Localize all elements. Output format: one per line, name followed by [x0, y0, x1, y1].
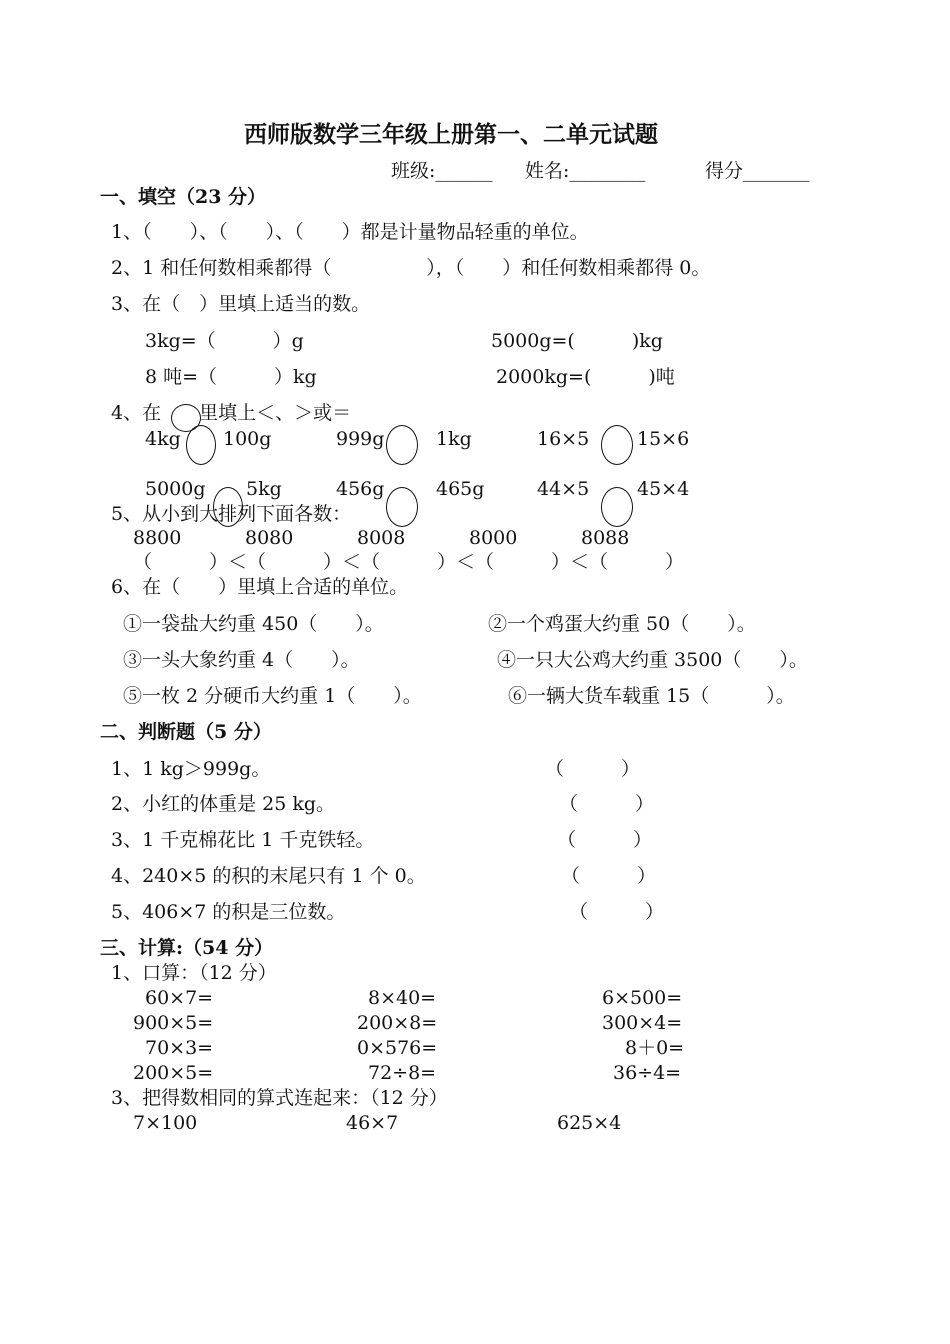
question-1-4: 4、在 里填上＜、＞或＝: [111, 402, 352, 424]
judge-3: 3、1 千克棉花比 1 千克铁轻。: [111, 829, 375, 851]
oral-4-1: 200×5=: [133, 1062, 214, 1084]
judge-5-paren: （ ）: [569, 901, 665, 923]
class-field: 班级:______: [391, 160, 493, 182]
q4-r1-4: 16×5: [537, 428, 590, 450]
judge-4-paren: （ ）: [561, 865, 657, 887]
section-1-heading: 一、填空（23 分）: [100, 186, 267, 208]
q4-r2-3: 465g: [436, 478, 485, 500]
q5-num-4: 8088: [581, 527, 630, 549]
match-expr-2: 46×7: [346, 1112, 399, 1134]
question-1-2: 2、1 和任何数相乘都得（ ），（ ）和任何数相乘都得 0。: [111, 257, 711, 279]
compare-circle-5[interactable]: [386, 487, 418, 527]
q5-num-0: 8800: [133, 527, 182, 549]
match-expr-1: 7×100: [133, 1112, 198, 1134]
judge-5: 5、406×7 的积是三位数。: [111, 901, 346, 923]
judge-2-paren: （ ）: [559, 793, 655, 815]
compare-circle-6[interactable]: [601, 487, 633, 527]
q4-r1-0: 4kg: [145, 428, 181, 450]
name-field: 姓名:________: [525, 160, 646, 182]
oral-2-2: 200×8=: [357, 1012, 438, 1034]
q6-item-5: ⑤一枚 2 分硬币大约重 1（ ）。: [123, 685, 422, 707]
oral-calc-title: 1、口算：（12 分）: [111, 962, 277, 984]
match-expr-3: 625×4: [557, 1112, 622, 1134]
q4-r1-5: 15×6: [637, 428, 690, 450]
matching-title: 3、把得数相同的算式连起来：（12 分）: [111, 1087, 448, 1109]
compare-circle-1[interactable]: [186, 425, 216, 465]
oral-4-3: 36÷4=: [613, 1062, 682, 1084]
judge-2: 2、小红的体重是 25 kg。: [111, 793, 336, 815]
judge-4: 4、240×5 的积的末尾只有 1 个 0。: [111, 865, 426, 887]
q4-r1-2: 999g: [336, 428, 385, 450]
q5-blanks: （ ）＜（ ）＜（ ）＜（ ）＜（ ）: [133, 551, 685, 573]
question-1-6: 6、在（ ）里填上合适的单位。: [111, 576, 409, 598]
oral-2-3: 300×4=: [602, 1012, 683, 1034]
question-1-3: 3、在（ ）里填上适当的数。: [111, 293, 371, 315]
question-1-3d: 2000kg=( )吨: [496, 366, 675, 388]
section-3-heading: 三、计算:（54 分）: [100, 937, 274, 959]
compare-circle-2[interactable]: [386, 425, 418, 465]
q6-item-2: ②一个鸡蛋大约重 50（ ）。: [488, 613, 756, 635]
q4-r1-3: 1kg: [436, 428, 472, 450]
q6-item-3: ③一头大象约重 4（ ）。: [123, 649, 360, 671]
judge-1: 1、1 kg＞999g。: [111, 758, 271, 780]
q4-r2-0: 5000g: [145, 478, 206, 500]
oral-3-3: 8＋0=: [625, 1037, 685, 1059]
q4-r2-5: 45×4: [637, 478, 690, 500]
q6-item-6: ⑥一辆大货车载重 15（ ）。: [508, 685, 795, 707]
oral-3-1: 70×3=: [145, 1037, 214, 1059]
oral-2-1: 900×5=: [133, 1012, 214, 1034]
page-title: 西师版数学三年级上册第一、二单元试题: [244, 121, 658, 148]
oral-1-3: 6×500=: [602, 987, 683, 1009]
oral-1-1: 60×7=: [145, 987, 214, 1009]
question-1-3b: 5000g=( )kg: [491, 330, 663, 352]
q6-item-4: ④一只大公鸡大约重 3500（ ）。: [497, 649, 808, 671]
compare-circle-3[interactable]: [601, 425, 633, 465]
question-1-1: 1、（ ）、（ ）、（ ）都是计量物品轻重的单位。: [111, 221, 589, 243]
judge-1-paren: （ ）: [545, 758, 641, 780]
question-1-3c: 8 吨=（ ）kg: [145, 366, 317, 388]
q4-r1-1: 100g: [223, 428, 272, 450]
q4-r2-1: 5kg: [246, 478, 282, 500]
oral-4-2: 72÷8=: [368, 1062, 437, 1084]
question-1-3a: 3kg=（ ）g: [145, 330, 304, 352]
oral-3-2: 0×576=: [357, 1037, 438, 1059]
score-field: 得分_______: [705, 160, 810, 182]
q6-item-1: ①一袋盐大约重 450（ ）。: [123, 613, 384, 635]
q5-num-2: 8008: [357, 527, 406, 549]
question-1-5: 5、从小到大排列下面各数：: [111, 503, 352, 525]
q4-r2-2: 456g: [336, 478, 385, 500]
judge-3-paren: （ ）: [557, 829, 653, 851]
oral-1-2: 8×40=: [368, 987, 437, 1009]
q5-num-1: 8080: [245, 527, 294, 549]
q4-r2-4: 44×5: [537, 478, 590, 500]
q5-num-3: 8000: [469, 527, 518, 549]
section-2-heading: 二、判断题（5 分）: [100, 721, 272, 743]
